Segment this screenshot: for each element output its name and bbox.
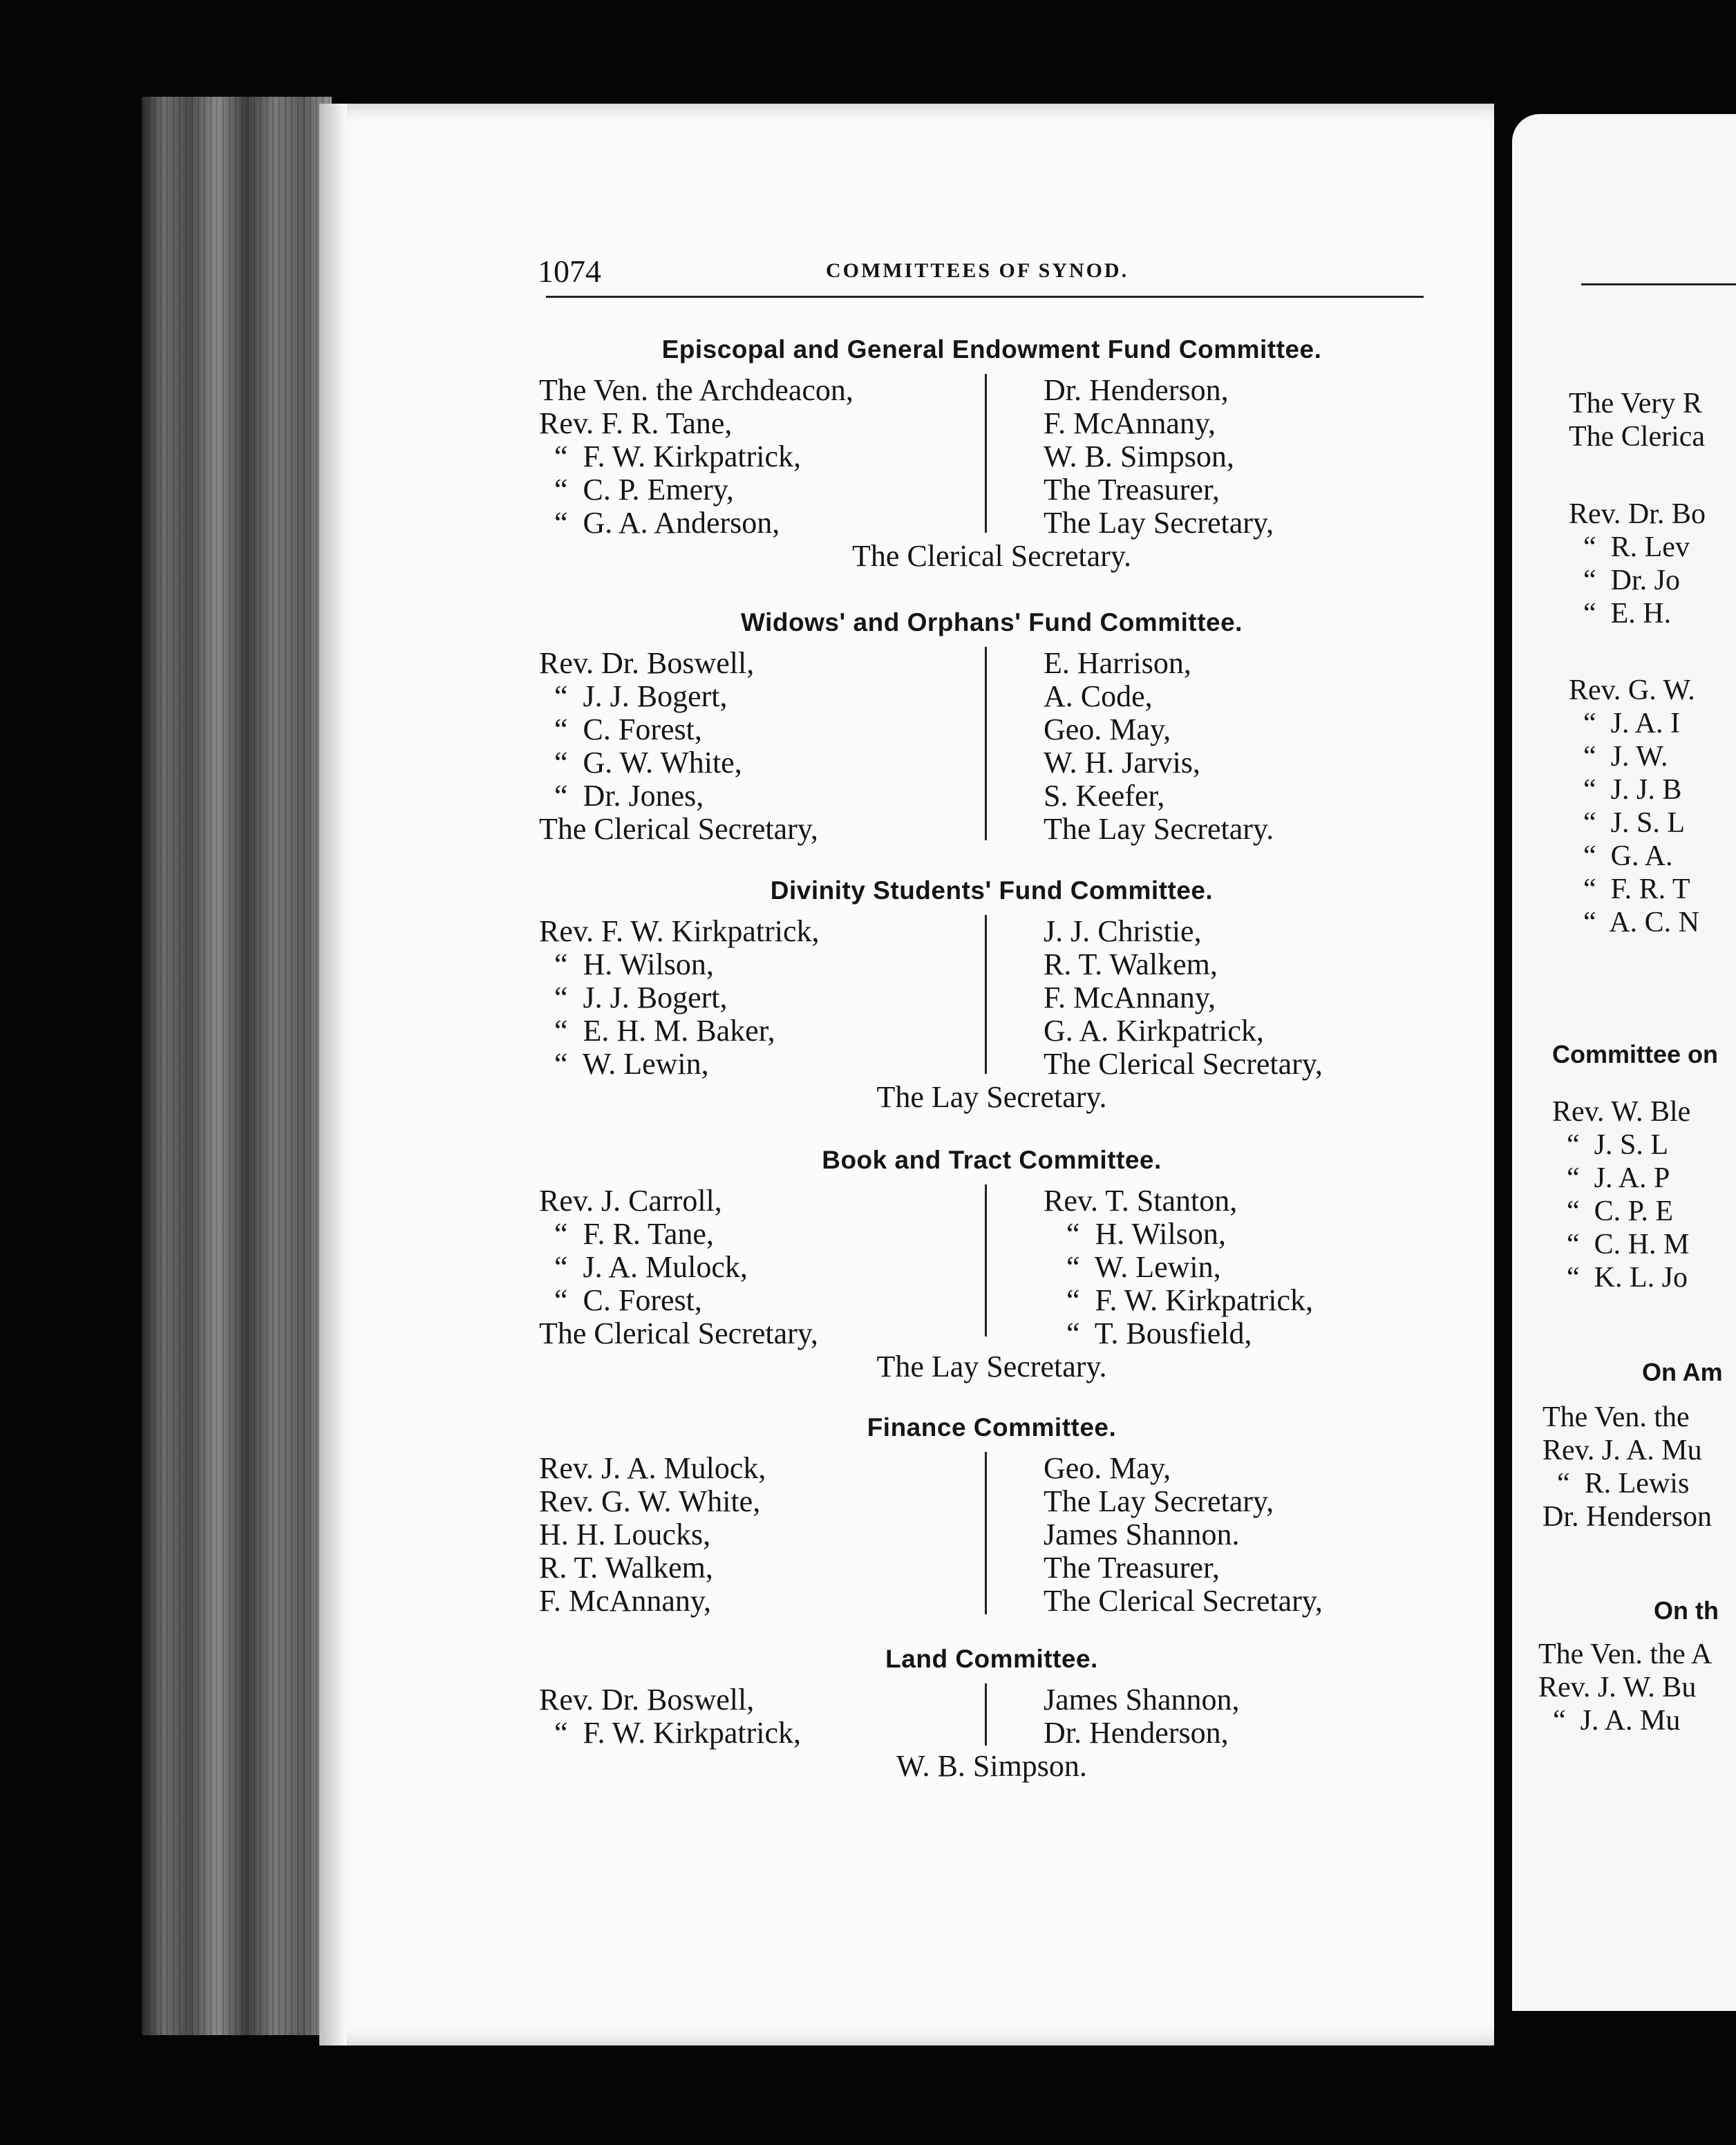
column-divider — [985, 374, 987, 533]
member-list-right: Rev. T. Stanton, “ H. Wilson, “ W. Lewin, “ F. W. Kirkpatrick, “ T. Bousfield, — [1044, 1184, 1313, 1350]
text-line: “ R. Lewis — [1542, 1468, 1690, 1500]
text-line: “ J. A. P — [1552, 1162, 1670, 1194]
text-line: “ C. P. E — [1552, 1196, 1674, 1227]
text-line: “ A. C. N — [1569, 907, 1699, 938]
text-line: The Clerica — [1569, 421, 1706, 453]
right-page-partial — [1512, 114, 1736, 2011]
running-head: COMMITTEES OF SYNOD. — [826, 259, 1129, 282]
section-widows-orphans — [539, 608, 1444, 846]
book-page-edges — [142, 97, 332, 2035]
section-finance — [539, 1413, 1444, 1618]
section-title: Land Committee. — [885, 1645, 1098, 1673]
text-line: Rev. J. W. Bu — [1538, 1672, 1697, 1703]
text-line: Rev. Dr. Bo — [1569, 498, 1706, 530]
text-line: “ J. S. L — [1552, 1129, 1668, 1161]
page-number: 1074 — [538, 254, 601, 289]
text-line: The Ven. the — [1542, 1401, 1690, 1433]
text-line: “ F. R. T — [1569, 873, 1690, 905]
text-line: Rev. G. W. — [1569, 674, 1695, 706]
text-line: “ J. A. Mu — [1538, 1705, 1681, 1737]
section-land — [539, 1645, 1444, 1783]
text-line: The Very R — [1569, 388, 1702, 419]
text-line: “ K. L. Jo — [1552, 1262, 1688, 1294]
text-line: Dr. Henderson — [1542, 1501, 1712, 1533]
text-line: Rev. J. A. Mu — [1542, 1435, 1702, 1466]
column-divider — [985, 1452, 987, 1614]
section-footer: The Lay Secretary. — [876, 1350, 1107, 1383]
section-footer: The Lay Secretary. — [876, 1080, 1107, 1114]
column-divider — [985, 647, 987, 840]
section-title: Finance Committee. — [867, 1413, 1117, 1442]
section-title: Divinity Students' Fund Committee. — [770, 876, 1214, 905]
text-line: “ J. W. — [1569, 741, 1668, 773]
member-list-left: The Ven. the Archdeacon, Rev. F. R. Tane, “ F. W. Kirkpatrick, “ C. P. Emery, “ G. A. Anderson, — [539, 373, 853, 540]
member-list-right: Geo. May, The Lay Secretary, James Shannon. The Treasurer, The Clerical Secretary, — [1044, 1451, 1323, 1618]
section-title: Book and Tract Committee. — [822, 1146, 1162, 1174]
header-rule — [1581, 283, 1736, 285]
column-divider — [985, 1184, 987, 1336]
text-line: “ J. J. B — [1569, 774, 1682, 806]
section-divinity-students — [539, 876, 1444, 1114]
text-line: “ C. H. M — [1552, 1229, 1690, 1260]
text-line: “ Dr. Jo — [1569, 565, 1680, 596]
text-line: Rev. W. Ble — [1552, 1096, 1691, 1128]
text-line: “ J. S. L — [1569, 807, 1685, 839]
member-list-left: Rev. F. W. Kirkpatrick, “ H. Wilson, “ J. J. Bogert, “ E. H. M. Baker, “ W. Lewin, — [539, 914, 820, 1081]
section-title: On th — [1654, 1596, 1719, 1625]
column-divider — [985, 1683, 987, 1746]
column-divider — [985, 915, 987, 1074]
header-rule — [546, 296, 1424, 298]
section-title: Committee on — [1552, 1040, 1719, 1068]
section-title: Widows' and Orphans' Fund Committee. — [741, 608, 1243, 636]
section-title: Episcopal and General Endowment Fund Committee. — [661, 335, 1322, 363]
text-line: “ E. H. — [1569, 598, 1672, 630]
member-list-right: J. J. Christie, R. T. Walkem, F. McAnnany, G. A. Kirkpatrick, The Clerical Secretary, — [1044, 914, 1323, 1081]
member-list-left: Rev. Dr. Boswell, “ J. J. Bogert, “ C. Forest, “ G. W. White, “ Dr. Jones, The Clerical Secretary, — [539, 646, 818, 846]
text-line: “ J. A. I — [1569, 708, 1680, 739]
text-line: “ G. A. — [1569, 840, 1673, 872]
text-line: “ R. Lev — [1569, 531, 1690, 563]
section-footer: The Clerical Secretary. — [852, 539, 1131, 573]
section-footer: W. B. Simpson. — [896, 1749, 1087, 1783]
member-list-right: Dr. Henderson, F. McAnnany, W. B. Simpson, The Treasurer, The Lay Secretary, — [1044, 373, 1274, 540]
member-list-right: E. Harrison, A. Code, Geo. May, W. H. Jarvis, S. Keefer, The Lay Secretary. — [1044, 646, 1274, 846]
section-book-tract — [539, 1146, 1444, 1383]
member-list-right: James Shannon, Dr. Henderson, — [1044, 1683, 1240, 1750]
member-list-left: Rev. Dr. Boswell, “ F. W. Kirkpatrick, — [539, 1683, 801, 1750]
member-list-left: Rev. J. Carroll, “ F. R. Tane, “ J. A. Mulock, “ C. Forest, The Clerical Secretary, — [539, 1184, 818, 1350]
section-title: On Am — [1642, 1358, 1723, 1386]
section-episcopal-endowment — [539, 335, 1444, 573]
member-list-left: Rev. J. A. Mulock, Rev. G. W. White, H. H. Loucks, R. T. Walkem, F. McAnnany, — [539, 1451, 766, 1618]
text-line: The Ven. the A — [1538, 1638, 1713, 1670]
